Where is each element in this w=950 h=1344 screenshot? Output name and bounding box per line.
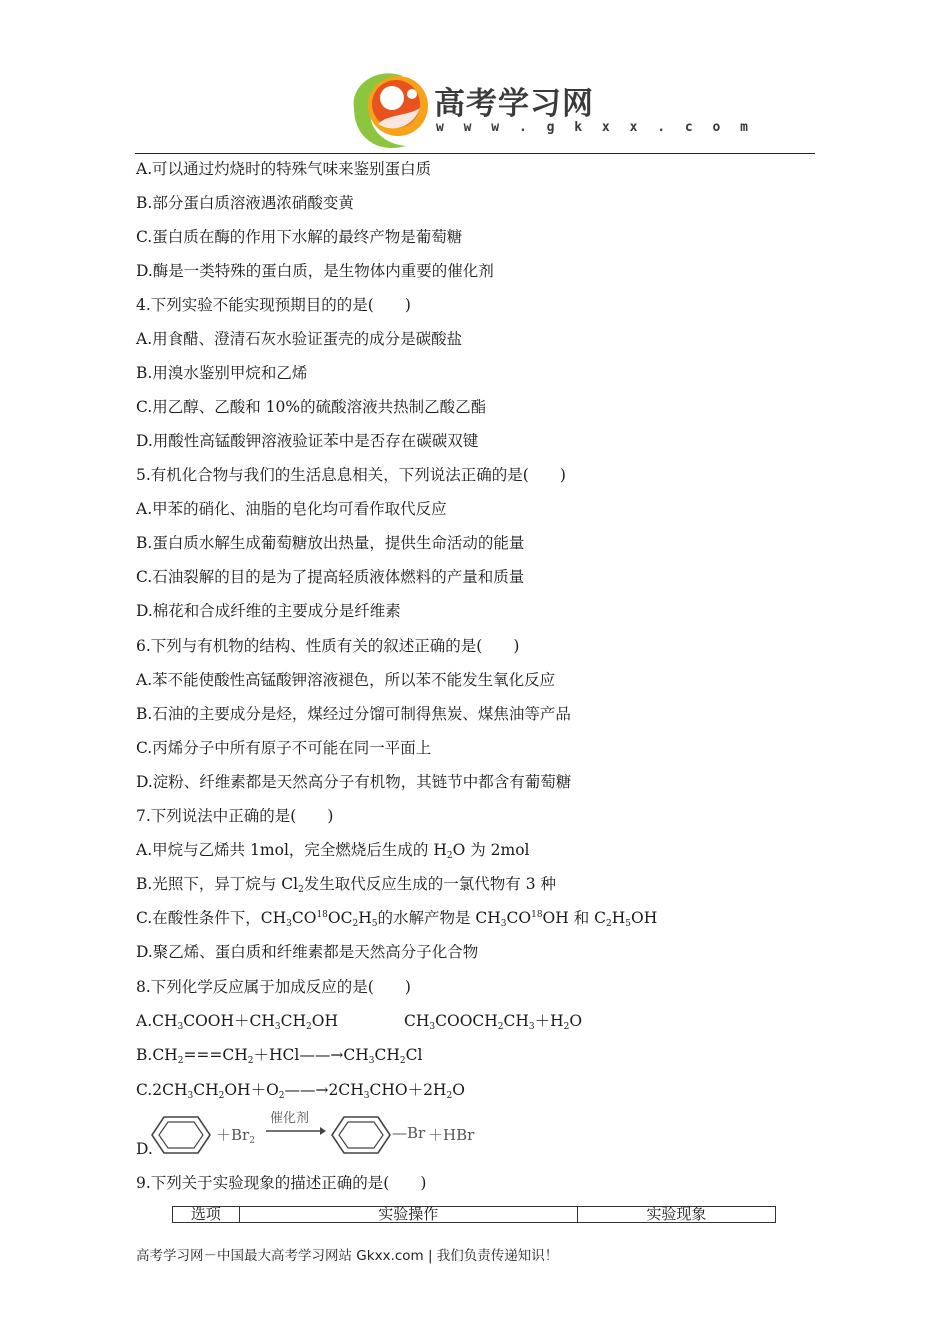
q8-option-d-reaction [136, 1107, 496, 1157]
q8-option-c: $C.2CH_3CH_2OH+O_2——\to 2CH_3CHO+2H_2O$ [136, 1081, 465, 1101]
reaction-arrow-icon [264, 1125, 326, 1137]
q8-option-d-label: D. [136, 1140, 153, 1158]
q6-stem: 6.下列与有机物的结构、性质有关的叙述正确的是( ) [136, 637, 520, 655]
q4-option-d: D.用酸性高锰酸钾溶液验证苯中是否存在碳碳双键 [136, 432, 479, 450]
q4-option-a: A.用食醋、澄清石灰水验证蛋壳的成分是碳酸盐 [136, 330, 463, 348]
bromobenzene-ring-icon [330, 1113, 392, 1157]
q4-option-c: C.用乙醇、乙酸和 10%的硫酸溶液共热制乙酸乙酯 [136, 398, 487, 416]
logo-url: w w w . g k x x . c o m [436, 120, 755, 135]
q7-option-c: C.在酸性条件下，$CH_3CO^{18}OC_2H_5$的水解产物是 $CH_3CO^{18}OH$ 和 $C_2H_5OH$ [136, 909, 658, 929]
q8-option-a: $A.CH_3COOH+CH_3CH_2OH$ $CH_3COOCH_2CH_3+H_2O$ [136, 1012, 583, 1032]
hbr-product: ＋HBr [428, 1126, 475, 1144]
q8-option-b: $B.CH_2===CH_2+HCl——\to CH_3CH_2Cl$ [136, 1046, 423, 1066]
q6-option-c: C.丙烯分子中所有原子不可能在同一平面上 [136, 739, 432, 757]
q7-option-b: B.光照下，异丁烷与 $Cl_2$发生取代反应生成的一氯代物有 3 种 [136, 875, 557, 895]
q9-options-table [172, 1206, 776, 1223]
q8-stem: 8.下列化学反应属于加成反应的是( ) [136, 978, 411, 996]
q3-option-a: A.可以通过灼烧时的特殊气味来鉴别蛋白质 [136, 160, 432, 178]
logo-emblem-icon [348, 68, 436, 152]
q7-option-a: A.甲烷与乙烯共 1mol，完全燃烧后生成的 $H_2O$ 为 2mol [136, 841, 530, 861]
table-header-phenomenon: 实验现象 [577, 1207, 775, 1223]
q6-option-a: A.苯不能使酸性高锰酸钾溶液褪色，所以苯不能发生氧化反应 [136, 671, 556, 689]
site-logo [348, 68, 755, 152]
q4-stem: 4.下列实验不能实现预期目的的是( ) [136, 296, 411, 314]
benzene-ring-icon [150, 1113, 212, 1157]
q5-option-c: C.石油裂解的目的是为了提高轻质液体燃料的产量和质量 [136, 568, 525, 586]
catalyst-label: 催化剂 [270, 1111, 310, 1126]
q5-stem: 5.有机化合物与我们的生活息息相关，下列说法正确的是( ) [136, 466, 566, 484]
q9-stem: 9.下列关于实验现象的描述正确的是( ) [136, 1174, 427, 1192]
q3-option-d: D.酶是一类特殊的蛋白质，是生物体内重要的催化剂 [136, 262, 494, 280]
page-footer: 高考学习网－中国最大高考学习网站 Gkxx.com | 我们负责传递知识！ [136, 1248, 559, 1264]
bromine-reactant: $+Br_2$ [216, 1126, 255, 1146]
q5-option-b: B.蛋白质水解生成葡萄糖放出热量，提供生命活动的能量 [136, 534, 525, 552]
logo-title: 高考学习网 [434, 86, 594, 122]
q7-option-d: D.聚乙烯、蛋白质和纤维素都是天然高分子化合物 [136, 943, 479, 961]
q5-option-d: D.棉花和合成纤维的主要成分是纤维素 [136, 602, 401, 620]
q3-option-b: B.部分蛋白质溶液遇浓硝酸变黄 [136, 194, 354, 212]
q6-option-d: D.淀粉、纤维素都是天然高分子有机物，其链节中都含有葡萄糖 [136, 773, 572, 791]
q5-option-a: A.甲苯的硝化、油脂的皂化均可看作取代反应 [136, 500, 447, 518]
q3-option-c: C.蛋白质在酶的作用下水解的最终产物是葡萄糖 [136, 228, 463, 246]
table-header-operation: 实验操作 [239, 1207, 577, 1223]
q6-option-b: B.石油的主要成分是烃，煤经过分馏可制得焦炭、煤焦油等产品 [136, 705, 571, 723]
q7-stem: 7.下列说法中正确的是( ) [136, 807, 334, 825]
page-header [0, 0, 950, 160]
table-header-row [173, 1207, 776, 1223]
q4-option-b: B.用溴水鉴别甲烷和乙烯 [136, 364, 308, 382]
table-header-option: 选项 [173, 1207, 240, 1223]
bromo-substituent: —Br [392, 1124, 426, 1142]
